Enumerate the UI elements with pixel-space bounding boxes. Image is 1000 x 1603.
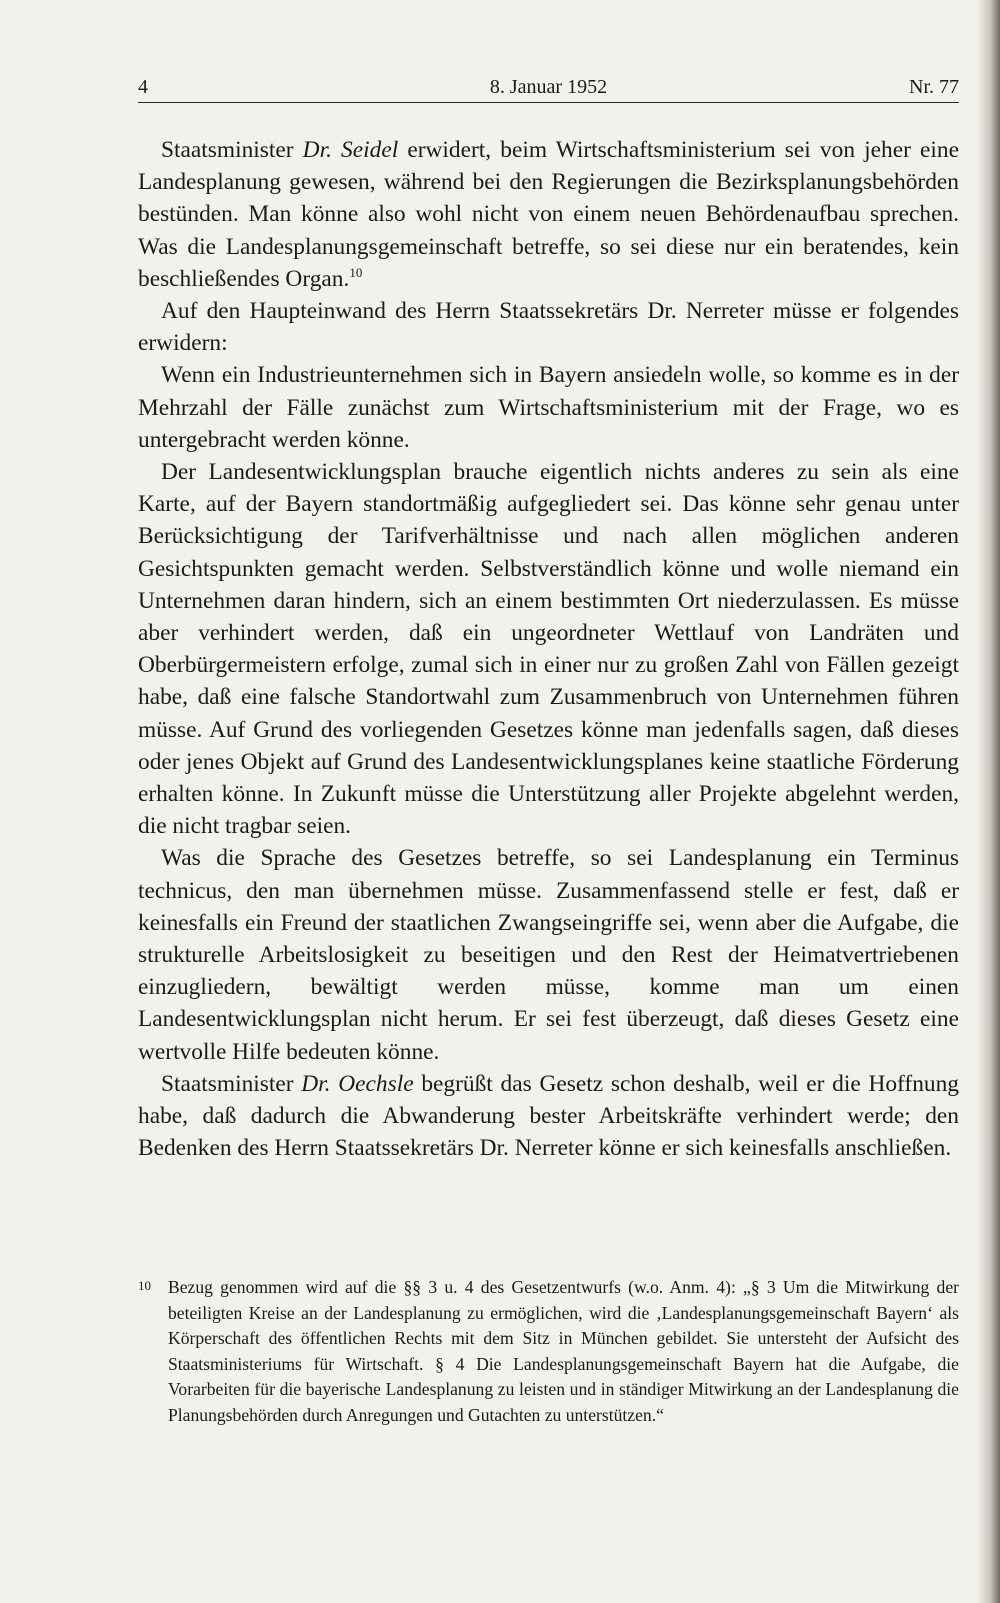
paragraph: Auf den Haupteinwand des Herrn Staatssekretärs Dr. Nerreter müsse er folgendes erwidern: [138, 298, 959, 357]
paragraph-text: begrüßt das Gesetz schon deshalb, weil er die Hoffnung habe, daß dadurch die Abwanderung bester Arbeitskräfte verhindert werde; den Bedenken des Herrn Staatssekretärs Dr. Nerreter könne er sich keinesfalls anschließen. [138, 1070, 959, 1162]
body-text [138, 134, 959, 1165]
speaker-name: Dr. Oechsle [301, 1070, 414, 1097]
footnote-reference: 10 [349, 264, 363, 280]
footnote-number: 10 [138, 1278, 151, 1293]
paragraph-text: Staatsminister [161, 137, 303, 163]
paragraph: Was die Sprache des Gesetzes betreffe, so sei Landesplanung ein Terminus technicus, den man übernehmen müsse. Zusammenfassend stelle er fest, daß er keinesfalls ein Freund der staatlichen Zwangseingriffe sei, wenn aber die Aufgabe, die strukturelle Arbeitslosigkeit zu beseitigen und den Rest der Heimatvertriebenen einzugliedern, bewältigt werden müsse, komme man um einen Landesentwicklungsplan nicht herum. Er sei fest überzeugt, daß dieses Gesetz eine wertvolle Hilfe bedeuten könne. [138, 845, 959, 1065]
running-header [138, 76, 959, 103]
paragraph-seidel [138, 134, 959, 295]
paragraph-text: Staatsminister [161, 1070, 302, 1097]
paragraph: Der Landesentwicklungsplan brauche eigentlich nichts anderes zu sein als eine Karte, auf der Bayern standortmäßig aufgegliedert sei. Das könne sehr genau unter Berücksichtigung der Tarifverhältnisse und nach allen möglichen anderen Gesichtspunkten gemacht werden. Selbstverständlich könne und wolle niemand ein Unternehmen daran hindern, sich an einem bestimmten Ort niederzulassen. Es müsse aber verhindert werden, daß ein ungeordneter Wettlauf von Landräten und Oberbürgermeistern erfolge, zumal sich in einer nur zu großen Zahl von Fällen gezeigt habe, daß eine falsche Standortwahl zum Zusammenbruch von Unternehmen führen müsse. Auf Grund des vorliegenden Gesetzes könne man jedenfalls sagen, daß dieses oder jenes Objekt auf Grund des Landesentwicklungsplanes keine staatliche Förderung erhalten könne. In Zukunft müsse die Unterstützung aller Projekte abgelehnt werden, die nicht tragbar seien. [138, 459, 959, 840]
footnote [138, 1275, 959, 1429]
book-spine-shadow [978, 0, 1000, 1603]
footnote-text: Bezug genommen wird auf die §§ 3 u. 4 des Gesetzentwurfs (w.o. Anm. 4): „§ 3 Um die Mitwirkung der beteiligten Kreise an der Landesplanung zu ermöglichen, wird die ‚Landesplanungsgemeinschaft Bayern‘ als Körperschaft des öffentlichen Rechts mit dem Sitz in München gebildet. Sie untersteht der Aufsicht des Staatsministeriums für Wirtschaft. § 4 Die Landesplanungsgemeinschaft Bayern hat die Aufgabe, die Vorarbeiten für die bayerische Landesplanung zu leisten und in ständiger Mitwirkung an der Landesplanung die Planungsbehörden durch Anregungen und Gutachten zu unterstützen.“ [168, 1277, 959, 1425]
paragraph: Wenn ein Industrieunternehmen sich in Bayern ansiedeln wolle, so komme es in der Mehrzahl der Fälle zunächst zum Wirtschaftsministerium mit der Frage, wo es untergebracht werden könne. [138, 362, 959, 453]
paragraph-oechsle [138, 1068, 959, 1165]
speaker-name: Dr. Seidel [302, 137, 399, 163]
header-issue-number: Nr. 77 [909, 76, 959, 98]
paragraph-text: erwidert, beim Wirtschaftsministerium sei von jeher eine Landesplanung gewesen, während bei den Regierungen die Bezirksplanungsbehörden bestünden. Man könne also wohl nicht von einem neuen Behördenaufbau sprechen. Was die Landesplanungsgemeinschaft betreffe, so sei diese nur ein beratendes, kein beschließendes Organ. [138, 137, 959, 292]
page-number: 4 [138, 76, 148, 98]
header-date: 8. Januar 1952 [489, 76, 608, 98]
